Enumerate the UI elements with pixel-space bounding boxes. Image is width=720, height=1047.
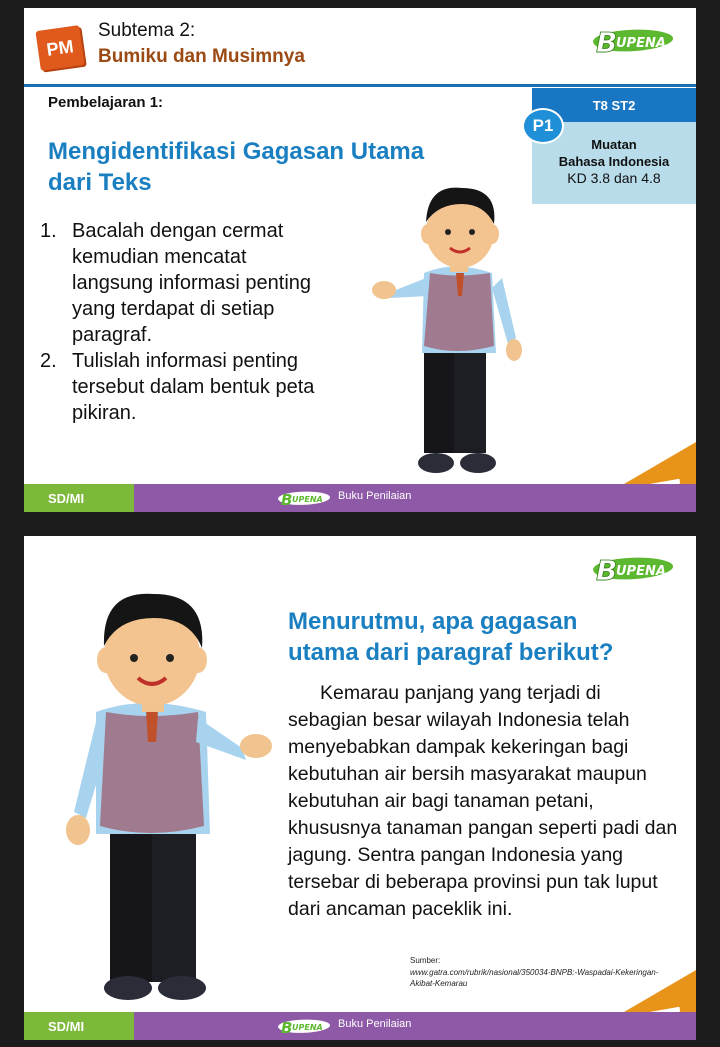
question-line-1: Menurutmu, apa gagasan [288,608,578,635]
title-line-2: dari Teks [48,169,152,196]
slide-2 [24,536,696,1040]
bupena-footer-logo-icon [276,1016,332,1038]
reading-paragraph: Kemarau panjang yang terjadi di sebagian besar wilayah Indonesia telah menyebabkan dampak kekeringan bagi kebutuhan air bersih masyarakat maupun kebutuhan air bagi tanaman petani, khususnya tanaman pangan seperti padi dan jagung. Sentra pangan Indonesia yang tersebar di beberapa provinsi pun tak luput dari ancaman paceklik ini. [288,682,678,920]
svg-text:UPENA: UPENA [616,36,666,51]
bupena-logo-icon [586,548,678,592]
svg-text:UPENA: UPENA [616,564,666,579]
list-text: Tulislah informasi penting tersebut dalam bentuk peta pikiran. [72,350,315,424]
source-url: www.gatra.com/rubrik/nasional/350034-BNPB:-Waspadai-Kekeringan-Akibat-Kemarau [410,968,659,988]
footer-book-title: Buku Penilaian [338,490,412,502]
svg-text:B: B [281,491,293,509]
footer-bar [24,484,696,512]
title-line-1: Mengidentifikasi Gagasan Utama [48,138,425,165]
subtema-name: Bumiku dan Musimnya [98,46,305,67]
list-number: 1. [40,220,57,242]
header-divider [24,84,696,87]
footer-book-title: Buku Penilaian [338,1018,412,1030]
svg-text:B: B [596,26,618,59]
muatan-subject: Bahasa Indonesia [558,154,670,169]
svg-text:B: B [596,554,618,587]
list-text: Bacalah dengan cermat kemudian mencatat langsung informasi penting yang terdapat di setiap paragraf. [72,220,312,346]
boy-character-illustration [344,178,524,483]
instruction-list [40,218,330,426]
footer-level: SD/MI [24,1012,134,1040]
question-title [288,606,688,668]
footer-purple-band [134,484,696,512]
svg-text:B: B [281,1019,293,1037]
boy-character-illustration [46,582,276,1002]
subtema-label: Subtema 2: [98,20,196,41]
bupena-logo [586,548,678,592]
panel-code: T8 ST2 [532,88,696,122]
bupena-footer-logo-icon [276,488,332,510]
footer-level: SD/MI [24,484,134,512]
bupena-logo-icon [586,20,678,64]
slide-1 [24,8,696,512]
svg-text:UPENA: UPENA [292,495,323,504]
question-line-2: utama dari paragraf berikut? [288,639,614,666]
muatan-label: Muatan [591,137,637,152]
kd-label: KD 3.8 dan 4.8 [567,170,661,186]
bupena-logo [586,20,678,64]
source-label: Sumber: [410,956,441,965]
footer-bar [24,1012,696,1040]
pembelajaran-label: Pembelajaran 1: [48,94,164,111]
list-number: 2. [40,350,57,372]
list-item [40,348,330,426]
list-item [40,218,330,348]
footer-purple-band [134,1012,696,1040]
p1-badge: P1 [522,108,564,144]
svg-text:UPENA: UPENA [292,1023,323,1032]
pm-badge: PM [35,25,84,71]
